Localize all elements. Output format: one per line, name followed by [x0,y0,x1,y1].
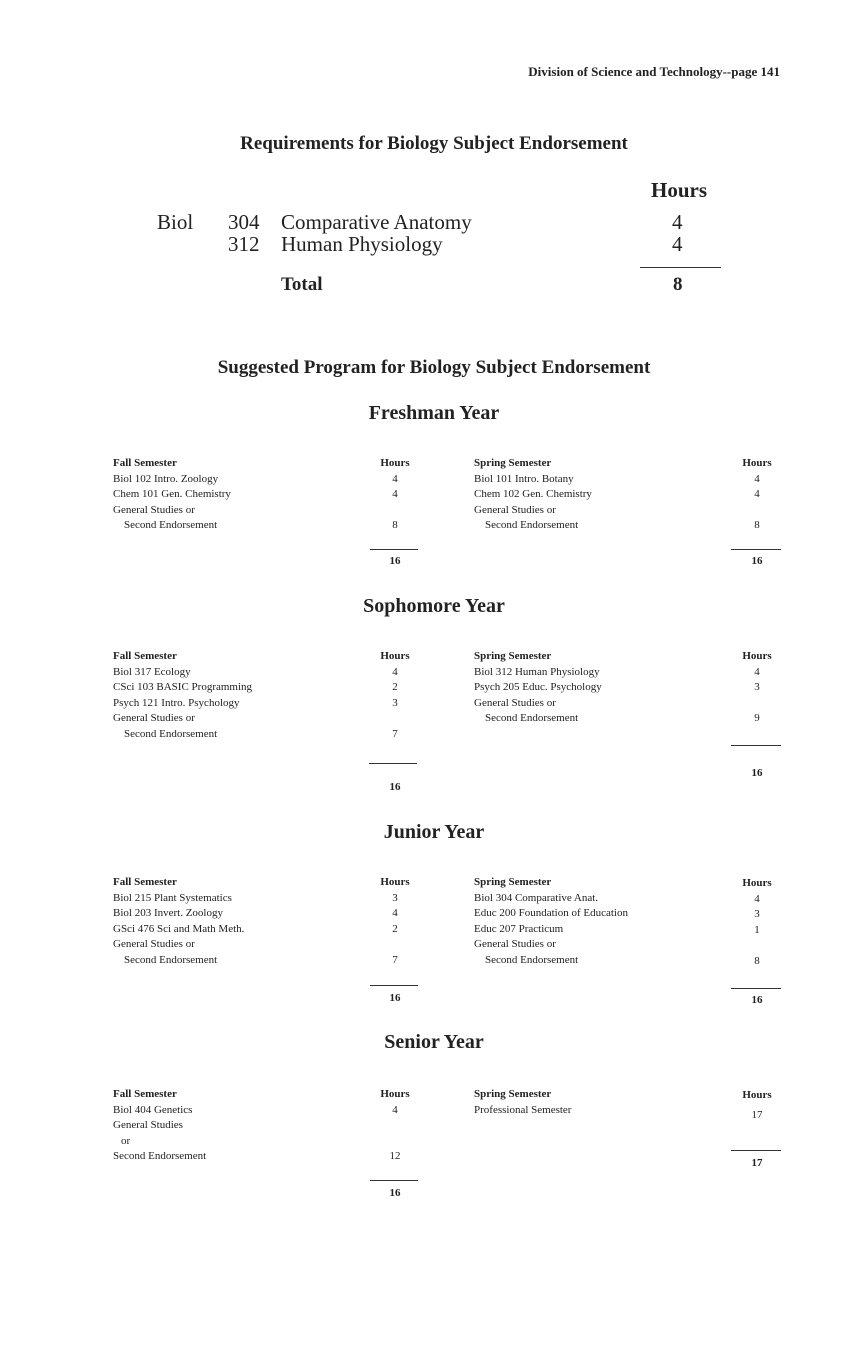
hours-value: 3 [754,908,760,920]
year-title-junior: Junior Year [383,821,485,843]
spring-total-junior: 16 [751,994,763,1006]
hours-value: 4 [392,665,398,678]
hours-value: 9 [754,712,760,724]
page-header: Division of Science and Technology--page 141 [528,64,780,79]
course-line: GSci 476 Sci and Math Meth. [113,922,245,935]
course-line: Psych 205 Educ. Psychology [474,681,602,693]
course-name: Human Physiology [281,232,443,256]
course-name: Comparative Anatomy [281,210,472,234]
course-line: General Studies [113,1119,183,1131]
requirements-dept: Biol [157,210,194,234]
course-line: Second Endorsement [485,953,579,966]
spring-hours-senior [732,1088,782,1123]
semester-label: Spring Semester [474,457,552,469]
hours-label: Hours [742,877,772,889]
sum-rule [370,1180,418,1181]
sum-rule [370,985,418,986]
total-rule [640,267,721,268]
spring-semester-freshman [474,456,592,534]
requirements-hours-label: Hours [651,178,708,202]
hours-value: 7 [392,727,398,740]
course-line: or [121,1134,131,1147]
fall-hours-junior [370,875,420,968]
hours-value: 8 [392,519,398,531]
hours-value: 8 [754,954,760,967]
course-line: Professional Semester [474,1103,572,1116]
course-line: Educ 200 Foundation of Education [474,907,628,919]
hours-value: 2 [392,922,398,935]
fall-hours-freshman [370,456,420,534]
hours-label: Hours [742,1089,772,1101]
hours-value: 4 [754,472,760,485]
sum-rule [370,549,418,550]
hours-value: 4 [754,665,760,678]
sum-rule [731,745,781,746]
course-line: General Studies or [113,503,195,516]
year-title-sophomore: Sophomore Year [363,595,505,617]
course-line: Second Endorsement [485,519,579,531]
hours-value [732,938,782,954]
semester-label: Fall Semester [113,876,177,888]
total-hours: 8 [673,274,683,295]
hours-value: 17 [751,1108,763,1121]
course-line: Biol 203 Invert. Zoology [113,907,223,919]
fall-total-senior: 16 [389,1187,401,1199]
course-line: Biol 215 Plant Systematics [113,891,232,904]
course-line: Chem 101 Gen. Chemistry [113,488,231,500]
spring-total-sophomore: 16 [751,767,763,779]
hours-value: 3 [754,681,760,693]
course-line: Second Endorsement [113,1150,207,1162]
spring-total-freshman: 16 [751,555,763,567]
course-line: Educ 207 Practicum [474,922,564,935]
semester-label: Fall Semester [113,1088,177,1100]
hours-label: Hours [380,650,410,662]
hours-value [732,503,782,519]
total-label: Total [281,274,323,295]
course-line: Second Endorsement [124,727,218,740]
requirements-title: Requirements for Biology Subject Endorsement [240,133,628,154]
year-title-senior: Senior Year [384,1031,484,1053]
course-line: General Studies or [474,503,556,516]
spring-semester-junior [474,875,628,968]
fall-total-freshman: 16 [389,555,401,567]
spring-total-senior: 17 [751,1157,763,1169]
hours-value [370,1134,420,1150]
course-line: Biol 317 Ecology [113,665,191,678]
hours-value [370,1118,420,1134]
hours-value: 4 [754,488,760,500]
suggested-title: Suggested Program for Biology Subject Endorsement [217,357,651,378]
sum-rule [731,988,781,989]
hours-label: Hours [380,457,410,469]
sum-rule [369,763,417,764]
course-line: General Studies or [474,696,556,709]
spring-semester-senior [474,1087,571,1118]
hours-value [732,696,782,712]
fall-total-sophomore: 16 [389,781,401,793]
course-line: Second Endorsement [124,953,218,966]
semester-label: Spring Semester [474,876,552,888]
fall-semester-junior [113,875,244,968]
hours-value: 1 [754,923,760,936]
course-line: Second Endorsement [485,712,579,724]
hours-label: Hours [742,457,772,469]
course-line: Biol 312 Human Physiology [474,665,600,678]
hours-label: Hours [380,1088,410,1100]
hours-value: 4 [392,907,398,919]
hours-value: 4 [392,1103,398,1116]
fall-total-junior: 16 [389,992,401,1004]
hours-value: 8 [754,519,760,531]
course-line: Biol 101 Intro. Botany [474,472,574,485]
course-line: Biol 304 Comparative Anat. [474,891,599,904]
course-line: General Studies or [474,938,556,950]
course-line: Biol 404 Genetics [113,1103,193,1116]
hours-value: 3 [392,891,398,904]
sum-rule [731,1150,781,1151]
course-num: 304 [228,210,260,234]
course-line: Second Endorsement [124,519,218,531]
hours-label: Hours [380,876,410,888]
course-line: CSci 103 BASIC Programming [113,681,253,693]
hours-value: 4 [392,488,398,500]
fall-semester-sophomore [113,649,252,742]
course-line: Psych 121 Intro. Psychology [113,696,240,709]
spring-hours-junior [732,876,782,969]
hours-value [370,503,420,519]
spring-hours-freshman [732,456,782,534]
hours-label: Hours [742,650,772,662]
semester-label: Spring Semester [474,1088,552,1100]
hours-value: 3 [392,696,398,709]
course-hours: 4 [672,210,683,234]
course-line: General Studies or [113,712,195,724]
fall-semester-senior [113,1087,206,1165]
spring-semester-sophomore [474,649,602,727]
fall-hours-senior [370,1087,420,1165]
semester-label: Spring Semester [474,650,552,662]
hours-value: 2 [392,681,398,693]
hours-value: 4 [754,892,760,905]
hours-value: 12 [389,1150,401,1162]
semester-label: Fall Semester [113,650,177,662]
sum-rule [731,549,781,550]
hours-value: 4 [392,472,398,485]
course-num: 312 [228,232,260,256]
hours-value: 7 [392,953,398,966]
hours-value [370,711,420,727]
fall-hours-sophomore [370,649,420,742]
course-line: Chem 102 Gen. Chemistry [474,488,592,500]
course-line: Biol 102 Intro. Zoology [113,472,219,485]
course-hours: 4 [672,232,683,256]
year-title-freshman: Freshman Year [368,402,500,424]
course-line: General Studies or [113,938,195,950]
fall-semester-freshman [113,456,231,534]
hours-value [370,937,420,953]
spring-hours-sophomore [732,649,782,727]
semester-label: Fall Semester [113,457,177,469]
